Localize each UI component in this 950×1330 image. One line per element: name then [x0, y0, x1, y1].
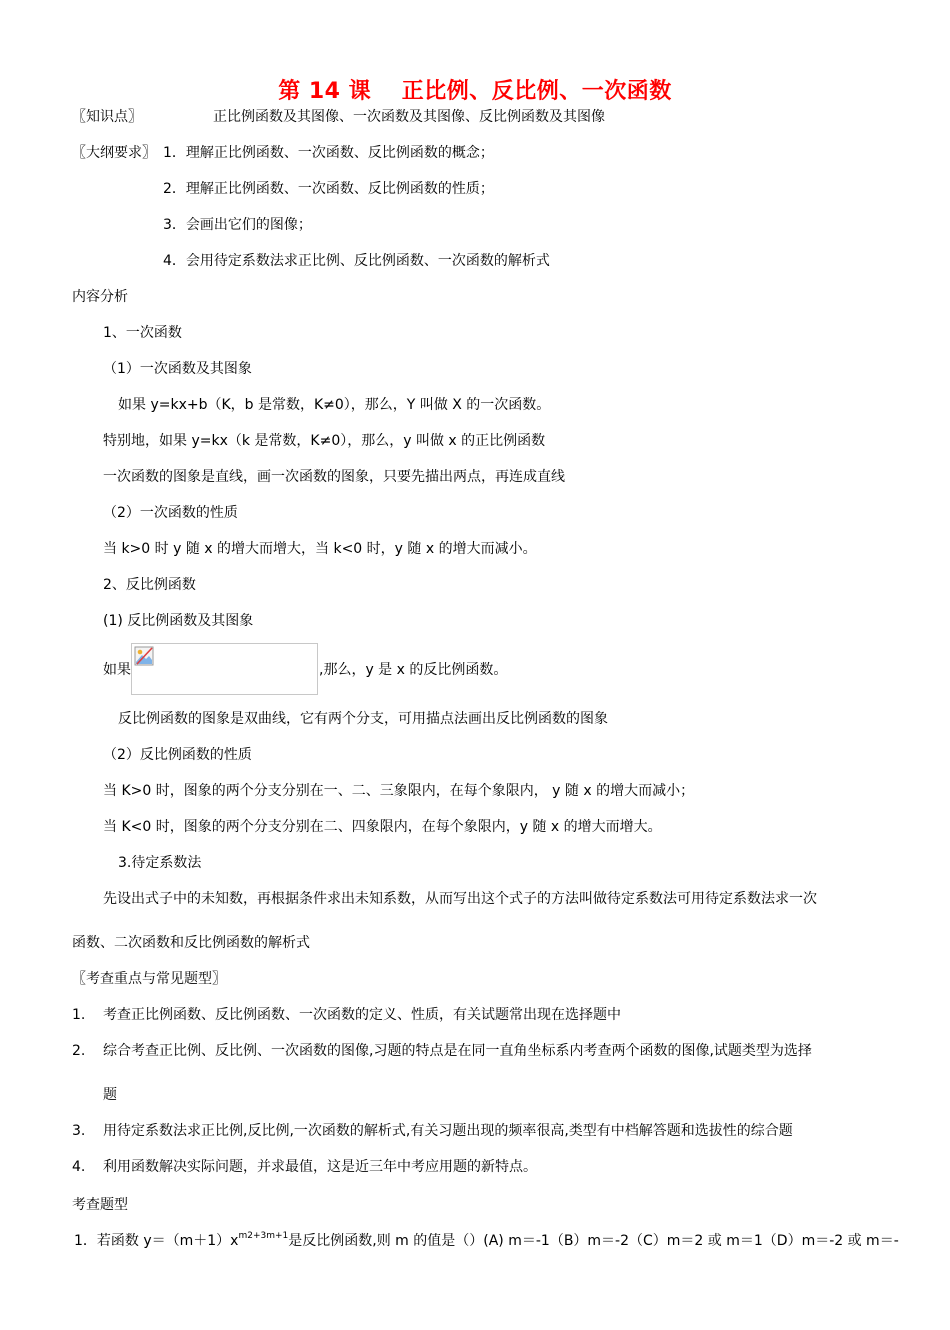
paragraph-prefix: 如果 — [103, 662, 131, 678]
section-2-sub-2: （2）反比例函数的性质 — [103, 747, 252, 763]
section-1-sub-1: （1）一次函数及其图象 — [103, 361, 252, 377]
section-3-heading: 3.待定系数法 — [118, 855, 202, 871]
knowledge-text: 正比例函数及其图像、一次函数及其图像、反比例函数及其图像 — [213, 109, 605, 125]
requirement-item: 1．理解正比例函数、一次函数、反比例函数的概念； — [163, 145, 494, 161]
paragraph-suffix: ,那么，y 是 x 的反比例函数。 — [319, 662, 508, 678]
requirement-item: 2．理解正比例函数、一次函数、反比例函数的性质； — [163, 181, 494, 197]
paragraph: 特别地，如果 y=kx（k 是常数，K≠0），那么，y 叫做 x 的正比例函数 — [103, 433, 546, 449]
focus-item-text: 综合考查正比例、反比例、一次函数的图像,习题的特点是在同一直角坐标系内考查两个函数的图像,试题类型为选择 — [103, 1043, 812, 1059]
paragraph: 函数、二次函数和反比例函数的解析式 — [72, 935, 310, 951]
focus-label: 〖考查重点与常见题型〗 — [72, 971, 226, 987]
paragraph: 当 K<0 时，图象的两个分支分别在二、四象限内，在每个象限内，y 随 x 的增大而增大。 — [103, 819, 662, 835]
paragraph: 先设出式子中的未知数，再根据条件求出未知系数，从而写出这个式子的方法叫做待定系数法可用待定系数法求一次 — [103, 891, 817, 907]
paragraph: 一次函数的图象是直线，画一次函数的图象，只要先描出两点，再连成直线 — [103, 469, 565, 485]
focus-item-number: 2. — [72, 1043, 86, 1059]
requirement-item: 4．会用待定系数法求正比例、反比例函数、一次函数的解析式 — [163, 253, 550, 269]
focus-item-number: 1. — [72, 1007, 86, 1023]
section-2-sub-1: (1) 反比例函数及其图象 — [103, 613, 254, 629]
focus-item-text: 利用函数解决实际问题，并求最值，这是近三年中考应用题的新特点。 — [103, 1159, 537, 1175]
requirement-item: 3．会画出它们的图像； — [163, 217, 312, 233]
focus-item-number: 3. — [72, 1123, 86, 1139]
section-1-sub-2: （2）一次函数的性质 — [103, 505, 238, 521]
analysis-heading: 内容分析 — [72, 289, 128, 305]
paragraph: 反比例函数的图象是双曲线，它有两个分支，可用描点法画出反比例函数的图象 — [118, 711, 608, 727]
exponent: m2+3m+1 — [238, 1231, 289, 1241]
question-types-heading: 考查题型 — [72, 1197, 128, 1213]
page-title: 第 14 课 正比例、反比例、一次函数 — [278, 79, 672, 104]
broken-image-icon — [134, 646, 154, 666]
focus-item-text: 用待定系数法求正比例,反比例,一次函数的解析式,有关习题出现的频率很高,类型有中档解答题和选拔性的综合题 — [103, 1123, 793, 1139]
focus-item-number: 4. — [72, 1159, 86, 1175]
paragraph: 如果 y=kx+b（K，b 是常数，K≠0），那么，Y 叫做 X 的一次函数。 — [118, 397, 551, 413]
question-1-suffix: 是反比例函数,则 m 的值是（）(A) m＝-1（B）m＝-2（C）m＝2 或 m＝1（D）m＝-2 或 m＝- — [288, 1233, 899, 1249]
focus-item-text: 考查正比例函数、反比例函数、一次函数的定义、性质，有关试题常出现在选择题中 — [103, 1007, 621, 1023]
paragraph: 当 K>0 时，图象的两个分支分别在一、二、三象限内，在每个象限内， y 随 x 的增大而减小； — [103, 783, 695, 799]
section-1-heading: 1、一次函数 — [103, 325, 182, 341]
broken-image-placeholder — [131, 643, 318, 695]
section-2-heading: 2、反比例函数 — [103, 577, 196, 593]
question-1-prefix: 1．若函数 y＝（m＋1）x — [74, 1233, 239, 1249]
focus-item-text: 题 — [103, 1087, 117, 1103]
requirements-label: 〖大纲要求〗 — [72, 145, 156, 161]
knowledge-label: 〖知识点〗 — [72, 109, 142, 125]
paragraph: 当 k>0 时 y 随 x 的增大而增大，当 k<0 时，y 随 x 的增大而减小。 — [103, 541, 537, 557]
question-1 — [74, 1232, 899, 1250]
